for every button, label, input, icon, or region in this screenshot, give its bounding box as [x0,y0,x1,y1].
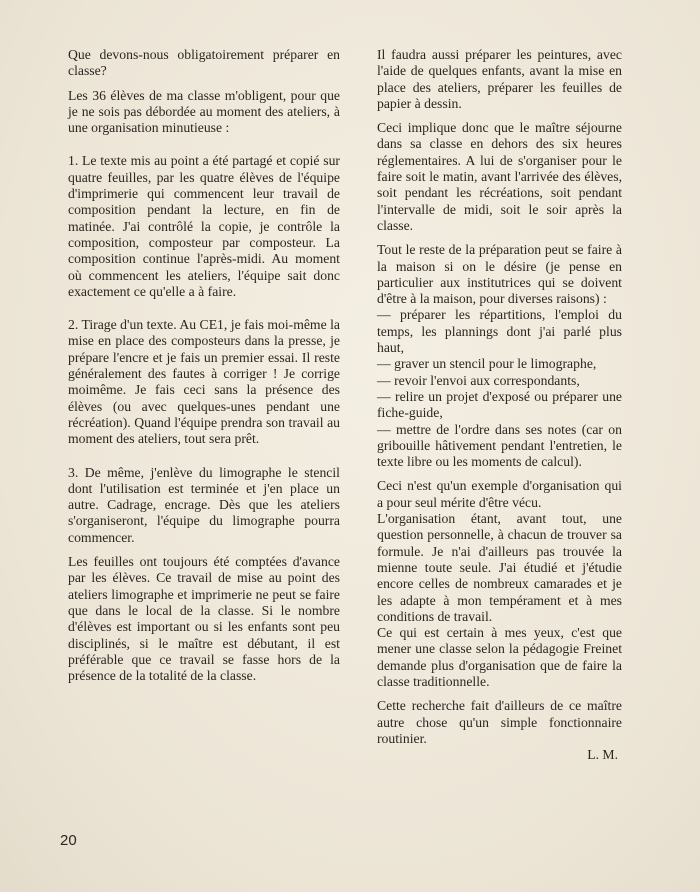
paragraph: Cette recherche fait d'ailleurs de ce maître autre chose qu'un simple fonctionnaire routinier. [377,698,622,746]
right-column [377,47,622,771]
paragraph: L'organisation étant, avant tout, une question personnelle, à chacun de trouver sa formule. Je n'ai d'ailleurs pas trouvée la mienne toute seule. J'ai étudié et j'étudie encore celles de nombreux camarades et je les adapte à mon tempérament et à mes conditions de travail. [377,511,622,624]
paragraph: Les 36 élèves de ma classe m'obligent, pour que je ne sois pas débordée au moment des ateliers, à une organisation minutieuse : [68,87,340,136]
paragraph: Tout le reste de la préparation peut se faire à la maison si on le désire (je pense en particulier aux institutrices qui se doivent d'être à la maison, pour diverses raisons) : [377,242,622,307]
paragraph: Que devons-nous obligatoirement préparer en classe? [68,47,340,79]
list-item: — préparer les répartitions, l'emploi du temps, les plannings dont j'ai parlé plus haut, [377,307,622,356]
dash-list [377,307,622,470]
paragraph: Ceci n'est qu'un exemple d'organisation qui a pour seul mérite d'être vécu. [377,478,622,510]
paragraph: Ceci implique donc que le maître séjourne dans sa classe en dehors des six heures réglementaires. A lui de s'organiser pour le faire soit le matin, avant l'arrivée des élèves, soit pendant les récréations, soit pendant l'intervalle de midi, soit le soir après la classe. [377,120,622,233]
paragraph: 2. Tirage d'un texte. Au CE1, je fais moi-même la mise en place des composteurs dans la presse, je prépare l'encre et je fais un premier essai. Il reste généralement des fautes à corriger ! Je corrige moimême. Je fais ceci sans la présence des élèves (ou avec quelques-unes pendant une récréation). Quand l'équipe prendra son travail au moment des ateliers, tout sera prêt. [68,317,340,447]
paragraph: 1. Le texte mis au point a été partagé et copié sur quatre feuilles, par les quatre élèves de l'équipe d'imprimerie qui commencent leur travail de composition pendant la lecture, en fin de matinée. J'ai contrôlé la copie, je contrôle la composition, composteur par composteur. La composition continue l'après-midi. Au moment où commencent les ateliers, l'équipe sait donc exactement ce qu'elle a à faire. [68,153,340,299]
left-column [68,47,340,692]
page-number: 20 [60,832,77,849]
list-item: — relire un projet d'exposé ou préparer une fiche-guide, [377,388,622,421]
list-item: — graver un stencil pour le limographe, [377,356,597,372]
list-item: — mettre de l'ordre dans ses notes (car on gribouille hâtivement pendant l'entretien, le texte libre ou les moments de calcul). [377,421,622,470]
paragraph: Ce qui est certain à mes yeux, c'est que mener une classe selon la pédagogie Freinet demande plus d'organisation que de faire la classe traditionnelle. [377,625,622,689]
list-item: — revoir l'envoi aux correspondants, [377,372,580,388]
signature: L. M. [587,747,618,763]
paragraph: 3. De même, j'enlève du limographe le stencil dont l'utilisation est terminée et j'en place un autre. Cadrage, encrage. Dès que les ateliers s'organiseront, l'équipe du limographe pourra commencer. [68,464,340,545]
paragraph: Il faudra aussi préparer les peintures, avec l'aide de quelques enfants, avant la mise en place des ateliers, préparer les feuilles de papier à dessin. [377,47,622,111]
paragraph: Les feuilles ont toujours été comptées d'avance par les élèves. Ce travail de mise au point des ateliers limographe et imprimerie ne peut se faire que dans le local de la classe. Si le nombre d'élèves est important ou si les enfants sont peu disciplinés, si le maître est débutant, il est préférable que ce travail se fasse hors de la présence de la totalité de la classe. [68,554,340,684]
